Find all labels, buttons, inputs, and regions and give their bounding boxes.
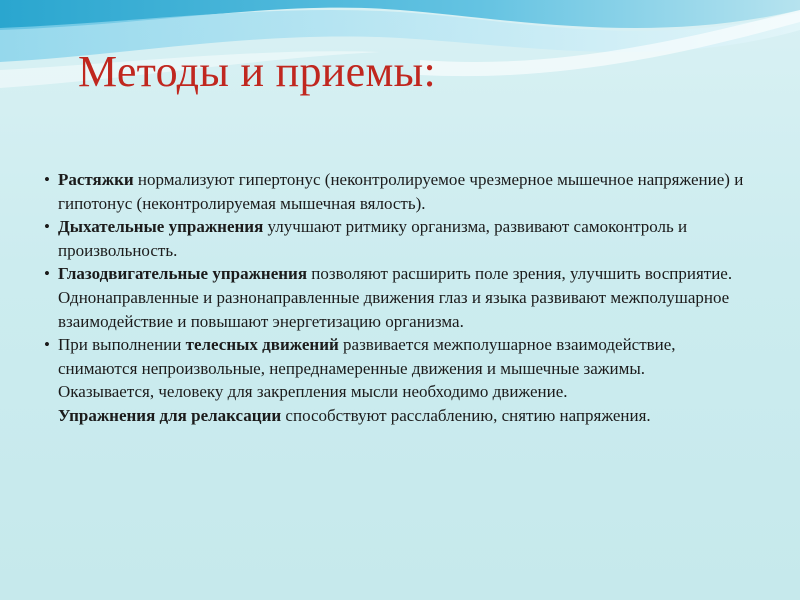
item-term: Дыхательные упражнения <box>58 217 264 237</box>
item-prefix: При выполнении <box>58 335 186 355</box>
list-item-stretching <box>44 168 744 215</box>
item-term: Упражнения для релаксации <box>58 405 282 425</box>
list-item-body-movements <box>44 333 744 404</box>
list-item-eye-movement <box>44 262 744 333</box>
bullet-icon: • <box>44 264 50 284</box>
item-text: способствуют расслаблению, снятию напряжения. <box>281 405 651 425</box>
list-item-breathing <box>44 215 744 262</box>
item-text: развивается межполушарное взаимодействие, снимаются непроизвольные, непреднамеренные движения и мышечные зажимы. Оказывается, человеку для закрепления мысли необходимо движение. <box>58 335 676 402</box>
list-item-relaxation <box>44 404 744 428</box>
item-term: Глазодвигательные упражнения <box>58 264 308 284</box>
item-text: нормализуют гипертонус (неконтролируемое чрезмерное мышечное напряжение) и гипотонус (неконтролируемая мышечная вялость). <box>58 170 744 213</box>
item-term: Растяжки <box>58 170 134 189</box>
item-term: телесных движений <box>185 335 339 355</box>
bullet-icon: • <box>44 335 50 355</box>
slide-title: Методы и приемы: <box>78 47 437 96</box>
item-text: улучшают ритмику организма, развивают самоконтроль и произвольность. <box>58 217 688 260</box>
item-text: позволяют расширить поле зрения, улучшить восприятие. Однонаправленные и разнонаправленные движения глаз и языка развивают межполушарное взаимодействие и повышают энергетизацию организма. <box>58 264 733 331</box>
bullet-icon: • <box>44 170 50 189</box>
methods-list <box>44 168 744 428</box>
bullet-icon: • <box>44 217 50 237</box>
